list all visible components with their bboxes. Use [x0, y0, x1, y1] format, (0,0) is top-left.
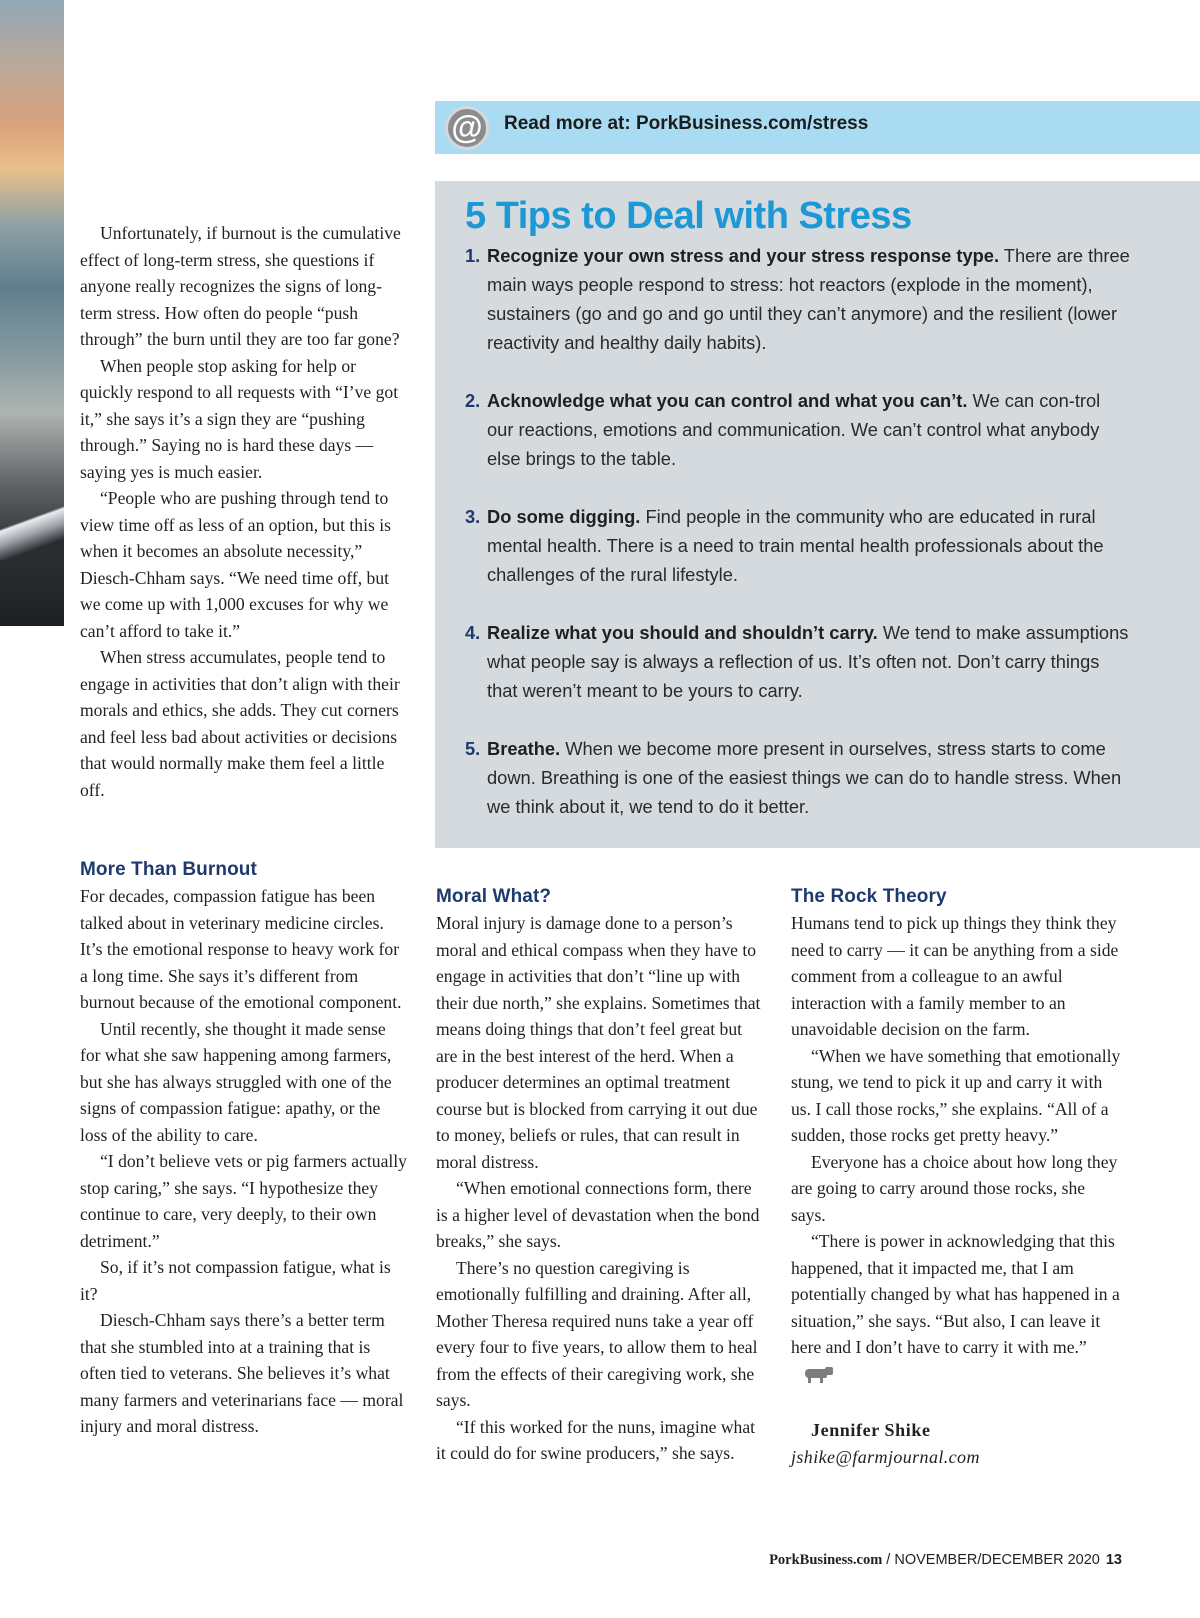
body-paragraph: Humans tend to pick up things they think they need to carry — it can be anything from a side comment from a colleague to an awful interaction with a family member to an unavoidable decision on the farm. — [791, 913, 1119, 1039]
article-column-1 — [80, 857, 410, 1440]
final-paragraph-text: “There is power in acknowledging that this happened, that it impacted me, that I am potentially changed by what has happened in a situation,” she says. “But also, I can leave it here and I don’t have to carry it with me.” — [791, 1231, 1120, 1357]
footer-site: PorkBusiness.com — [769, 1552, 883, 1568]
tip-number: 5. — [465, 738, 481, 759]
body-paragraph: Unfortunately, if burnout is the cumulative effect of long-term stress, she questions if anyone really recognizes the signs of long-term stress. How often do people “push through” the burn until they are too far gone? — [80, 223, 401, 349]
page-number: 13 — [1105, 1552, 1122, 1568]
tip-number: 4. — [465, 622, 481, 643]
tip-item — [465, 734, 1130, 821]
body-paragraph: “If this worked for the nuns, imagine what it could do for swine producers,” she says. — [436, 1416, 756, 1463]
author-name: Jennifer Shike — [811, 1420, 931, 1440]
tip-number: 1. — [465, 245, 481, 266]
body-paragraph — [791, 1228, 1121, 1387]
tips-list — [465, 241, 1130, 821]
article-column-3 — [791, 884, 1121, 1470]
tips-title: 5 Tips to Deal with Stress — [465, 195, 912, 237]
body-paragraph: Everyone has a choice about how long they are going to carry around those rocks, she says. — [791, 1151, 1118, 1225]
body-paragraph: Diesch-Chham says there’s a better term that she stumbled into at a training that is often tied to veterans. She believes it’s what many farmers and veterinarians face — moral injury and moral distress. — [80, 1310, 404, 1436]
body-paragraph: “When emotional connections form, there is a higher level of devastation when the bond breaks,” she says. — [436, 1178, 760, 1251]
footer-separator: / — [882, 1552, 895, 1568]
body-paragraph: “When we have something that emotionally stung, we tend to pick it up and carry it with us. I call those rocks,” she explains. “All of a sudden, those rocks get pretty heavy.” — [791, 1045, 1121, 1145]
pig-icon — [805, 1367, 833, 1383]
section-heading: The Rock Theory — [791, 886, 947, 907]
tip-item — [465, 386, 1130, 473]
body-paragraph: “People who are pushing through tend to view time off as less of an option, but this is when it becomes an absolute necessity,” Diesch-Chham says. “We need time off, but we come up with 1,000 excuses for why we can’t afford to take it.” — [80, 488, 391, 641]
body-paragraph: When people stop asking for help or quickly respond to all requests with “I’ve got it,” she says it’s a sign they are “pushing through.” Saying no is hard these days — saying yes is much easier. — [80, 355, 399, 482]
tip-text: There are three main ways people respond to stress: hot reactors (explode in the moment), sustainers (go and go and go until they can’t anymore) and the resilient (lower reactivity and healthy daily habits). — [487, 245, 1130, 353]
section-heading: Moral What? — [436, 886, 552, 907]
mountain-snow — [0, 500, 64, 560]
tip-text: We tend to make assumptions what people say is always a reflection of us. It’s often not. Don’t carry things that weren’t meant to be yours to carry. — [487, 622, 1129, 701]
tip-number: 3. — [465, 506, 481, 527]
tip-lead: Do some digging. — [487, 506, 641, 527]
tip-item — [465, 618, 1130, 705]
body-paragraph: For decades, compassion fatigue has been talked about in veterinary medicine circles. It’s the emotional response to heavy work for a long time. She says it’s different from burnout because of the emotional component. — [80, 886, 402, 1012]
body-paragraph: Moral injury is damage done to a person’s moral and ethical compass when they have to engage in activities that don’t “line up with their due north,” she explains. Sometimes that means doing things that don’t feel great but are in the best interest of the herd. When a producer determines an optimal treatment course but is blocked from carrying it out due to money, beliefs or rules, that can result in moral distress. — [436, 913, 761, 1172]
read-more-banner[interactable] — [435, 101, 1200, 154]
article-column-2 — [436, 884, 766, 1467]
tip-number: 2. — [465, 390, 481, 411]
body-paragraph: Until recently, she thought it made sense for what she saw happening among farmers, but she has always struggled with one of the signs of compassion fatigue: apathy, or the loss of the ability to care. — [80, 1018, 392, 1145]
tip-item — [465, 502, 1130, 589]
byline — [791, 1417, 1121, 1470]
body-paragraph: When stress accumulates, people tend to engage in activities that don’t align with their morals and ethics, she adds. They cut corners and feel less bad about activities or decisions that would normally make them feel a little off. — [80, 647, 400, 800]
tip-text: We can con-trol our reactions, emotions and communication. We can’t control what anybody else brings to the table. — [487, 390, 1101, 469]
at-sign-icon: @ — [445, 106, 489, 150]
cover-photo-strip — [0, 0, 64, 626]
tip-text: Find people in the community who are educated in rural mental health. There is a need to train mental health professionals about the challenges of the rural lifestyle. — [487, 506, 1104, 585]
section-heading: More Than Burnout — [80, 859, 257, 880]
tips-sidebar — [435, 181, 1200, 848]
tip-lead: Acknowledge what you can control and what you can’t. — [487, 390, 968, 411]
footer-issue: NOVEMBER/DECEMBER 2020 — [894, 1552, 1100, 1568]
tip-lead: Recognize your own stress and your stress response type. — [487, 245, 1000, 266]
tip-lead: Realize what you should and shouldn’t carry. — [487, 622, 878, 643]
read-more-link[interactable]: Read more at: PorkBusiness.com/stress — [504, 113, 869, 134]
author-email[interactable]: jshike@farmjournal.com — [791, 1446, 980, 1467]
article-column-1-top — [80, 220, 410, 803]
body-paragraph: There’s no question caregiving is emotionally fulfilling and draining. After all, Mother Theresa required nuns take a year off every four to five years, to allow them to heal from the effects of their caregiving work, she says. — [436, 1257, 758, 1410]
tip-item — [465, 241, 1130, 357]
tip-lead: Breathe. — [487, 738, 561, 759]
tip-text: When we become more present in ourselves, stress starts to come down. Breathing is one of the easiest things we can do to handle stress. When we think about it, we tend to do it better. — [487, 738, 1122, 817]
body-paragraph: So, if it’s not compassion fatigue, what is it? — [80, 1257, 391, 1304]
page-footer — [600, 1552, 1122, 1569]
body-paragraph: “I don’t believe vets or pig farmers actually stop caring,” she says. “I hypothesize they continue to care, very deeply, to their own detriment.” — [80, 1151, 407, 1251]
